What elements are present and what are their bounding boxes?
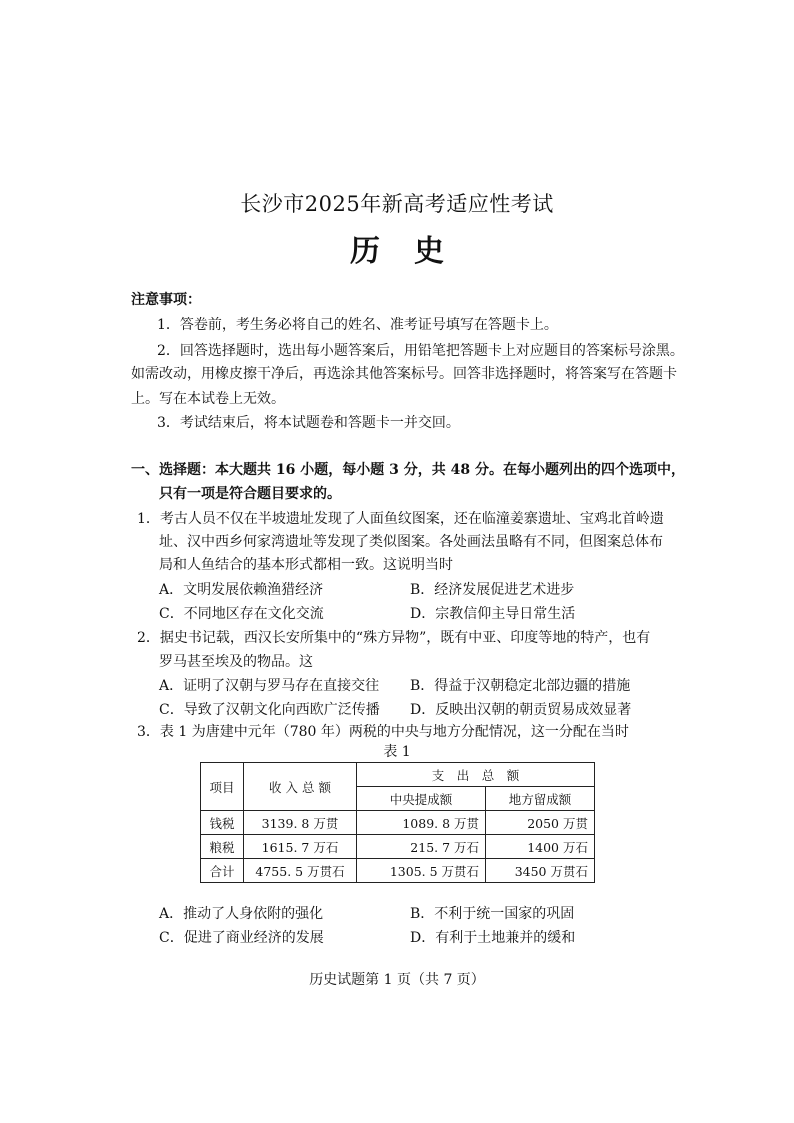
header-expense: 支 出 总 额 [357, 763, 595, 787]
header-income: 收 入 总 额 [244, 763, 357, 811]
cell-local: 3450 万贯石 [486, 859, 595, 883]
option-b: B．不利于统一国家的巩固 [410, 906, 575, 922]
cell-item: 合计 [201, 859, 244, 883]
option-b: B．经济发展促进艺术进步 [410, 582, 575, 598]
option-c: C．不同地区存在文化交流 [159, 606, 324, 622]
question-stem: 址、汉中西乡何家湾遗址等发现了类似图案。各处画法虽略有不同，但图案总体布 [159, 534, 663, 550]
cell-income: 3139. 8 万贯 [244, 811, 357, 835]
cell-income: 4755. 5 万贯石 [244, 859, 357, 883]
cell-central: 1305. 5 万贯石 [357, 859, 486, 883]
subject-title: 历史 [350, 234, 478, 269]
table-row [201, 835, 595, 859]
cell-item: 粮税 [201, 835, 244, 859]
option-c: C．导致了汉朝文化向西欧广泛传播 [159, 702, 380, 718]
cell-central: 215. 7 万石 [357, 835, 486, 859]
option-c: C．促进了商业经济的发展 [159, 930, 324, 946]
question-stem: 局和人鱼结合的基本形式都相一致。这说明当时 [159, 557, 453, 573]
notice-item: 上。写在本试卷上无效。 [131, 391, 285, 407]
header-central: 中央提成额 [357, 787, 486, 811]
option-a: A．证明了汉朝与罗马存在直接交往 [159, 678, 380, 694]
section-heading: 一、选择题：本大题共 16 小题，每小题 3 分，共 48 分。在每小题列出的四个选项中， [131, 462, 685, 478]
cell-item: 钱税 [201, 811, 244, 835]
header-local: 地方留成额 [486, 787, 595, 811]
notice-item: 3．考试结束后，将本试题卷和答题卡一并交回。 [157, 415, 460, 431]
section-heading-cont: 只有一项是符合题目要求的。 [159, 486, 341, 502]
option-a: A．文明发展依赖渔猎经济 [159, 582, 324, 598]
question-stem: 罗马甚至埃及的物品。这 [159, 654, 313, 670]
table-row [201, 811, 595, 835]
cell-local: 2050 万贯 [486, 811, 595, 835]
cell-income: 1615. 7 万石 [244, 835, 357, 859]
option-b: B．得益于汉朝稳定北部边疆的措施 [410, 678, 631, 694]
header-item: 项目 [201, 763, 244, 811]
cell-local: 1400 万石 [486, 835, 595, 859]
page-footer: 历史试题第 1 页（共 7 页） [309, 972, 485, 988]
notice-item: 1．答卷前，考生务必将自己的姓名、准考证号填写在答题卡上。 [157, 317, 558, 333]
option-d: D．反映出汉朝的朝贡贸易成效显著 [410, 702, 632, 718]
notice-item: 2．回答选择题时，选出每小题答案后，用铅笔把答题卡上对应题目的答案标号涂黑。 [157, 343, 684, 359]
table-caption: 表 1 [383, 744, 411, 760]
cell-central: 1089. 8 万贯 [357, 811, 486, 835]
question-stem: 1．考古人员不仅在半坡遗址发现了人面鱼纹图案，还在临潼姜寨遗址、宝鸡北首岭遗 [137, 511, 664, 527]
exam-title: 长沙市2025年新高考适应性考试 [240, 192, 554, 216]
notice-item: 如需改动，用橡皮擦干净后，再选涂其他答案标号。回答非选择题时，将答案写在答题卡 [131, 366, 677, 382]
question-stem: 3．表 1 为唐建中元年（780 年）两税的中央与地方分配情况，这一分配在当时 [137, 724, 629, 740]
option-d: D．有利于土地兼并的缓和 [410, 930, 576, 946]
tax-table [200, 762, 595, 883]
option-d: D．宗教信仰主导日常生活 [410, 606, 576, 622]
notice-heading: 注意事项： [131, 292, 201, 308]
option-a: A．推动了人身依附的强化 [159, 906, 324, 922]
table-row [201, 859, 595, 883]
question-stem: 2．据史书记载，西汉长安所集中的“殊方异物”，既有中亚、印度等地的特产，也有 [137, 630, 651, 646]
